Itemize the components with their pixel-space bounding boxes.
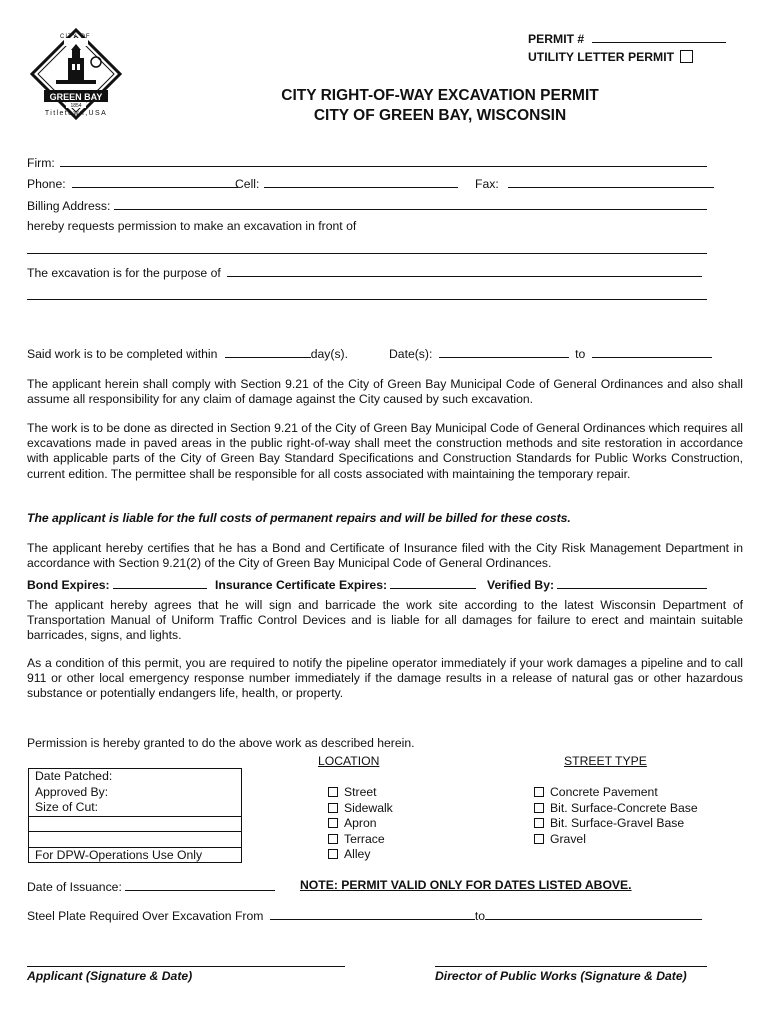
compliance-paragraph: The applicant herein shall comply with Section 9.21 of the City of Green Bay Municipal Code of General Ordinances and also shall assume all responsibility for any claim of damage against the City caused by such excavation.: [27, 377, 743, 407]
permit-number-field[interactable]: [528, 30, 726, 47]
dpw-approved-by[interactable]: Approved By:: [35, 784, 109, 799]
barricade-paragraph: The applicant hereby agrees that he will sign and barricade the work site according to the latest Wisconsin Department of Transportation Manual of Uniform Traffic Control Devices and is liable for all damages for failure to erect and maintain suitable barricades, signs, and lights.: [27, 598, 743, 643]
terrace-checkbox[interactable]: [328, 834, 338, 844]
purpose-line-2[interactable]: [27, 299, 707, 300]
completed-within-label: Said work is to be completed within: [27, 347, 218, 361]
concrete-checkbox[interactable]: [534, 787, 544, 797]
location-option-terrace[interactable]: Terrace: [328, 832, 393, 848]
insurance-expires-label: Insurance Certificate Expires:: [215, 578, 388, 592]
cell-label: Cell:: [235, 177, 260, 191]
bond-certification-paragraph: The applicant hereby certifies that he has a Bond and Certificate of Insurance filed with the City Risk Management Department in accordance with Section 9.21(2) of the City of Green Bay Municipal Code of General Ordinances.: [27, 541, 743, 571]
work-directive-paragraph: The work is to be done as directed in Section 9.21 of the City of Green Bay Municipal Code of General Ordinances which requires all excavations made in paved areas in the public right-of-way shall meet the construction methods and site restoration in accordance with applicable parts of the City of Green Bay Standard Specifications and Construction Standards for Public Works Construction, current edition. The permittee shall be responsible for all costs associated with maintaining the temporary repair.: [27, 421, 743, 481]
dpw-size-of-cut[interactable]: Size of Cut:: [35, 800, 98, 814]
dpw-footer-label: For DPW-Operations Use Only: [29, 847, 241, 863]
street-type-concrete[interactable]: Concrete Pavement: [534, 785, 698, 801]
date-of-issuance-label: Date of Issuance:: [27, 880, 122, 894]
days-input[interactable]: [225, 345, 311, 358]
alley-checkbox[interactable]: [328, 849, 338, 859]
purpose-label: The excavation is for the purpose of: [27, 266, 221, 280]
steel-plate-label: Steel Plate Required Over Excavation From: [27, 909, 264, 923]
applicant-signature-line[interactable]: [27, 966, 345, 967]
director-signature-label: Director of Public Works (Signature & Date): [435, 969, 687, 983]
permission-granted-text: Permission is hereby granted to do the above work as described herein.: [27, 736, 415, 750]
fax-field[interactable]: [475, 175, 714, 192]
phone-field[interactable]: [27, 175, 238, 192]
location-option-apron[interactable]: Apron: [328, 816, 393, 832]
dpw-operations-box: [28, 768, 242, 863]
purpose-field[interactable]: [27, 264, 702, 281]
street-type-bit-concrete[interactable]: Bit. Surface-Concrete Base: [534, 801, 698, 817]
location-heading: LOCATION: [318, 754, 380, 768]
seal-year: 1854: [70, 103, 82, 109]
dates-label: Date(s):: [389, 347, 433, 361]
firm-field[interactable]: [27, 154, 707, 171]
location-line[interactable]: [27, 253, 707, 254]
gravel-checkbox[interactable]: [534, 834, 544, 844]
date-of-issuance-field[interactable]: [27, 878, 275, 895]
completion-row: [27, 345, 348, 362]
street-type-bit-gravel[interactable]: Bit. Surface-Gravel Base: [534, 816, 698, 832]
street-type-gravel[interactable]: Gravel: [534, 832, 698, 848]
dates-row: [389, 345, 712, 362]
pipeline-notice-paragraph: As a condition of this permit, you are required to notify the pipeline operator immediately if your work damages a pipeline and to call 911 or other local emergency response number immediately if the damage results in a release of natural gas or other hazardous substance or potentially endangers life, health, or property.: [27, 656, 743, 701]
seal-top-text: CITY OF: [60, 34, 91, 40]
director-signature-line[interactable]: [435, 966, 707, 967]
location-option-sidewalk[interactable]: Sidewalk: [328, 801, 393, 817]
seal-motto: Titletown,USA: [44, 110, 108, 117]
bit-gravel-checkbox[interactable]: [534, 818, 544, 828]
utility-letter-permit: [528, 50, 699, 65]
verified-by-label: Verified By:: [487, 578, 555, 592]
seal-name: GREEN BAY: [49, 92, 103, 102]
billing-address-field[interactable]: [27, 197, 707, 214]
bit-concrete-checkbox[interactable]: [534, 803, 544, 813]
fax-label: Fax:: [475, 177, 499, 191]
liability-notice: The applicant is liable for the full costs of permanent repairs and will be billed for these costs.: [27, 511, 571, 525]
street-type-heading: STREET TYPE: [564, 754, 647, 768]
insurance-expires-field[interactable]: [215, 576, 476, 593]
date-to-input[interactable]: [592, 345, 712, 358]
days-label: day(s).: [310, 347, 348, 361]
utility-letter-permit-label: UTILITY LETTER PERMIT: [528, 50, 675, 64]
dpw-blank-row[interactable]: [29, 831, 241, 847]
validity-note: NOTE: PERMIT VALID ONLY FOR DATES LISTED ABOVE.: [300, 878, 632, 892]
phone-label: Phone:: [27, 177, 66, 191]
street-checkbox[interactable]: [328, 787, 338, 797]
apron-checkbox[interactable]: [328, 818, 338, 828]
sidewalk-checkbox[interactable]: [328, 803, 338, 813]
firm-label: Firm:: [27, 156, 55, 170]
date-from-input[interactable]: [439, 345, 569, 358]
applicant-signature-label: Applicant (Signature & Date): [27, 969, 193, 983]
street-type-options: [534, 785, 698, 847]
verified-by-field[interactable]: [487, 576, 707, 593]
page-title: CITY RIGHT-OF-WAY EXCAVATION PERMIT CITY OF GREEN BAY, WISCONSIN: [281, 87, 599, 124]
location-option-alley[interactable]: Alley: [328, 847, 393, 863]
steel-plate-to-label: to: [474, 909, 485, 923]
billing-address-label: Billing Address:: [27, 199, 111, 213]
dpw-blank-row[interactable]: [29, 816, 241, 832]
steel-plate-field[interactable]: [27, 907, 702, 924]
permit-number-label: PERMIT #: [528, 32, 585, 46]
dates-to-label: to: [575, 347, 586, 361]
location-option-street[interactable]: Street: [328, 785, 393, 801]
location-options: [328, 785, 393, 863]
bond-expires-field[interactable]: [27, 576, 207, 593]
dpw-date-patched[interactable]: Date Patched:: [35, 769, 113, 783]
requests-text: hereby requests permission to make an excavation in front of: [27, 219, 357, 233]
bond-expires-label: Bond Expires:: [27, 578, 110, 592]
cell-field[interactable]: [235, 175, 458, 192]
utility-letter-checkbox[interactable]: [680, 50, 693, 63]
